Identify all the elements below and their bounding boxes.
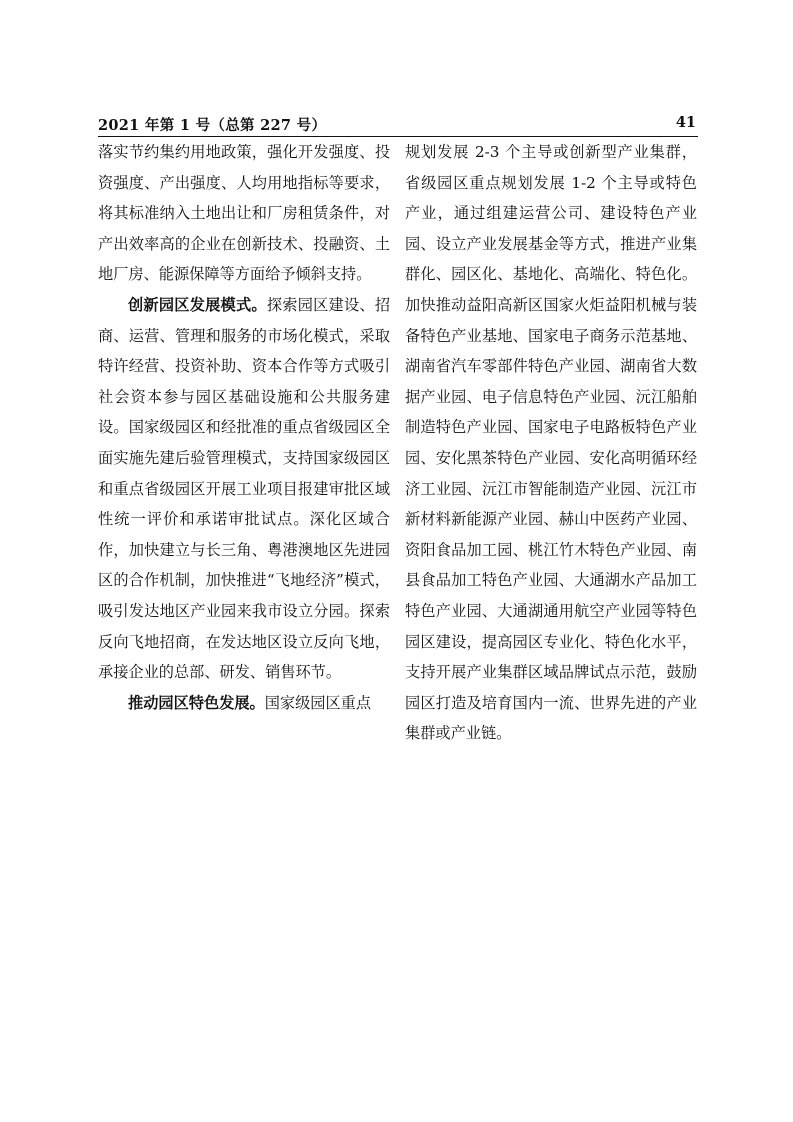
heading-innovation-model: 创新园区发展模式。 — [128, 295, 267, 314]
paragraph-special-development — [98, 688, 390, 719]
paragraph-special-development-continued: 规划发展 2-3 个主导或创新型产业集群，省级园区重点规划发展 1-2 个主导或特色产业，通过组建运营公司、建设特色产业园、设立产业发展基金等方式，推进产业集群化、园区化、基地化、高端化、特色化。加快推动益阳高新区国家火炬益阳机械与装备特色产业基地、国家电子商务示范基地、湖南省汽车零部件特色产业园、湖南省大数据产业园、电子信息特色产业园、沅江船舶制造特色产业园、国家电子电路板特色产业园、安化黑茶特色产业园、安化高明循环经济工业园、沅江市智能制造产业园、沅江市新材料新能源产业园、赫山中医药产业园、资阳食品加工园、桃江竹木特色产业园、南县食品加工特色产业园、大通湖水产品加工特色产业园、大通湖通用航空产业园等特色园区建设，提高园区专业化、特色化水平，支持开展产业集群区域品牌试点示范，鼓励园区打造及培育国内一流、世界先进的产业集群或产业链。 — [405, 143, 697, 743]
page-number: 41 — [675, 114, 696, 131]
text-innovation-model: 探索园区建设、招商、运营、管理和服务的市场化模式，采取特许经营、投资补助、资本合作等方式吸引社会资本参与园区基础设施和公共服务建设。国家级园区和经批准的重点省级园区全面实施先建后验管理模式，支持国家级园区和重点省级园区开展工业项目报建审批区域性统一评价和承诺审批试点。深化区域合作，加快建立与长三角、粤港澳地区先进园区的合作机制，加快推进“飞地经济”模式，吸引发达地区产业园来我市设立分园。探索反向飞地招商，在发达地区设立反向飞地，承接企业的总部、研发、销售环节。 — [98, 295, 391, 682]
issue-label: 2021 年第 1 号（总第 227 号） — [98, 117, 327, 134]
left-column — [98, 137, 390, 718]
page-header — [98, 112, 698, 136]
right-column — [405, 137, 697, 749]
heading-special-development: 推动园区特色发展。 — [128, 693, 265, 712]
paragraph-land-policy: 落实节约集约用地政策，强化开发强度、投资强度、产出强度、人均用地指标等要求，将其标准纳入土地出让和厂房租赁条件，对产出效率高的企业在创新技术、投融资、土地厂房、能源保障等方面给予倾斜支持。 — [98, 143, 390, 284]
text-special-development-start: 国家级园区重点 — [264, 693, 371, 712]
paragraph-innovation-model — [98, 290, 390, 688]
